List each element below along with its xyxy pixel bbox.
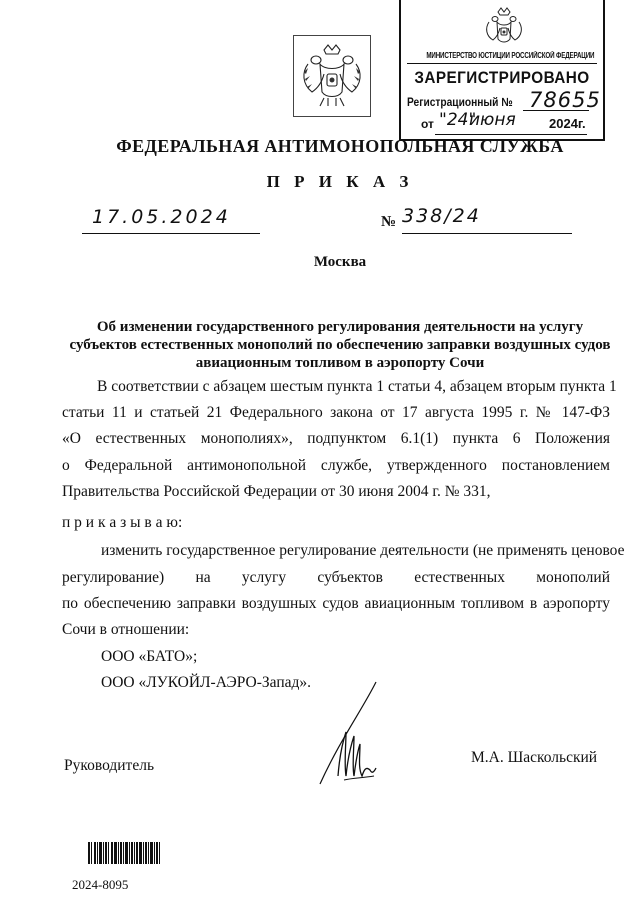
- body-p2-line-1: изменить государственное регулирование деятельности (не применять ценовое: [101, 542, 625, 559]
- body-p1-line-5: Правительства Российской Федерации от 30 июня 2004 г. № 331,: [62, 483, 491, 500]
- stamp-reg-number: 78655: [529, 88, 601, 112]
- document-code: 2024-8095: [72, 877, 129, 892]
- city: Москва: [313, 254, 367, 270]
- order-number-underline: [402, 233, 572, 234]
- stamp-reg-number-label: Регистрационный №: [407, 95, 513, 109]
- double-headed-eagle-icon: [294, 36, 370, 116]
- order-directive-word: п р и к а з ы в а ю:: [62, 514, 183, 531]
- stamp-date-underline: [435, 134, 587, 135]
- list-item-bato: ООО «БАТО»;: [101, 648, 198, 665]
- subject-line-2: субъектов естественных монополий по обеспечению заправки воздушных судов: [69, 337, 611, 353]
- registration-stamp: [399, 0, 605, 141]
- signer-title: Руководитель: [64, 757, 155, 774]
- list-item-lukoil: ООО «ЛУКОЙЛ-АЭРО-Запад».: [101, 674, 312, 691]
- stamp-date-day: "24": [439, 110, 477, 130]
- stamp-ministry-name: МИНИСТЕРСТВО ЮСТИЦИИ РОССИЙСКОЙ ФЕДЕРАЦИИ: [426, 51, 595, 60]
- body-p1-line-1: В соответствии с абзацем шестым пункта 1 статьи 4, абзацем вторым пункта 1: [97, 378, 617, 395]
- barcode-icon: [88, 842, 160, 864]
- body-p2-line-4: Сочи в отношении:: [62, 621, 190, 638]
- body-p1-line-4: о Федеральной антимонопольной службе, утвержденного постановлением: [62, 457, 610, 474]
- stamp-date-year: 2024г.: [549, 116, 586, 131]
- coat-of-arms-emblem: [293, 35, 371, 117]
- stamp-emblem-icon: [481, 4, 527, 48]
- body-p1-line-3: «О естественных монополиях», подпунктом 6.1(1) пункта 6 Положения: [62, 430, 610, 447]
- body-p1-line-2: статьи 11 и статьей 21 Федерального закона от 17 августа 1995 г. № 147-ФЗ: [62, 404, 610, 421]
- stamp-date-prefix: от: [421, 117, 434, 131]
- subject-line-3: авиационным топливом в аэропорту Сочи: [195, 355, 485, 371]
- order-date-underline: [82, 233, 260, 234]
- body-p2-line-2: регулирование) на услугу субъектов естественных монополий: [62, 569, 610, 586]
- agency-name: ФЕДЕРАЛЬНАЯ АНТИМОНОПОЛЬНАЯ СЛУЖБА: [116, 136, 564, 156]
- order-number-label: №: [381, 214, 397, 230]
- order-date: 17.05.2024: [92, 206, 231, 228]
- stamp-reg-number-underline: [523, 110, 589, 111]
- body-p2-line-3: по обеспечению заправки воздушных судов авиационным топливом в аэропорту: [62, 595, 610, 612]
- signer-name: М.А. Шаскольский: [471, 749, 598, 766]
- stamp-divider: [407, 63, 597, 64]
- order-subject: [60, 318, 620, 372]
- order-title: П Р И К А З: [266, 172, 414, 191]
- stamp-registered-label: ЗАРЕГИСТРИРОВАНО: [414, 68, 590, 87]
- handwritten-signature: [300, 680, 410, 790]
- stamp-date-month: июня: [469, 110, 516, 130]
- subject-line-1: Об изменении государственного регулирования деятельности на услугу: [96, 319, 584, 335]
- order-number: 338/24: [402, 205, 481, 227]
